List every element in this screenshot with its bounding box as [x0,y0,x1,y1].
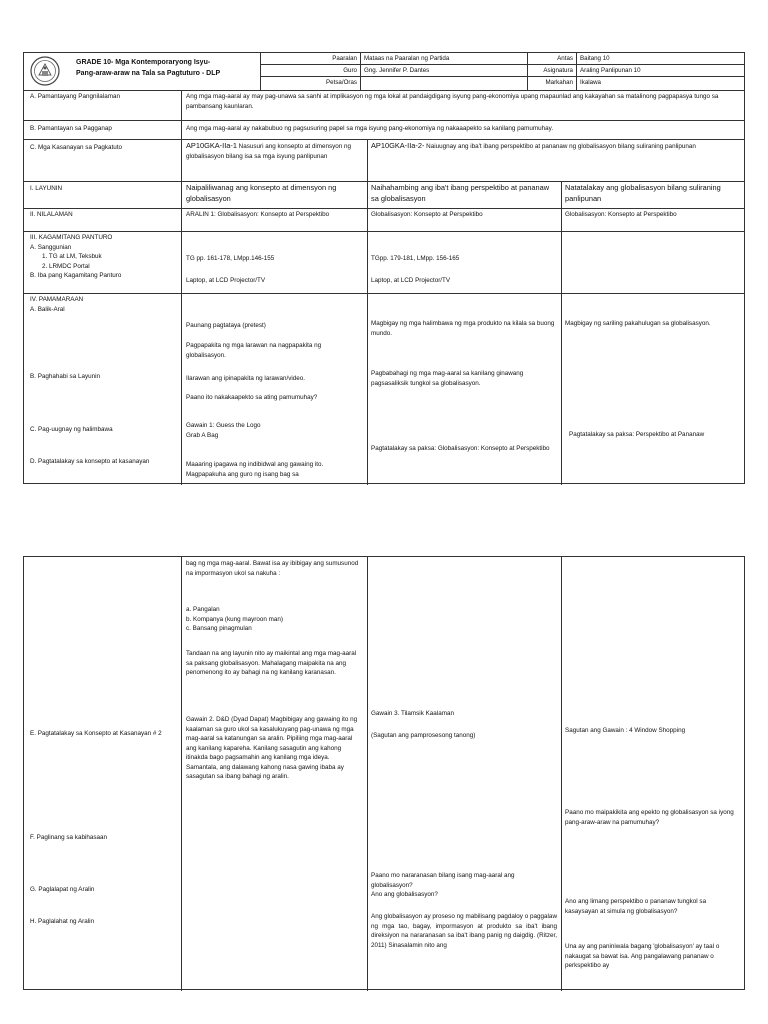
teacher-label: Guro [343,67,357,74]
resources-1-materials: Laptop, at LCD Projector/TV [186,277,266,284]
quarter-value: Ikalawa [580,79,601,86]
objective-3: Natatalakay ang globalisasyon bilang suliraning panlipunan [565,183,721,203]
lesson-plan-page-2 [23,556,745,990]
resources-2-materials: Laptop, at LCD Projector/TV [371,277,451,284]
review-activity-text: Pagpapakita ng mga larawan na nagpapakita ng globalisasyon. [186,342,322,359]
competency-2: AP10GKA-IIa-2- Naiuugnay ang iba't ibang perspektibo at pananaw ng globalisasyon bilang suliraning panlipunan [371,141,696,150]
procedure-h-label: H. Paglalahat ng Aralin [30,918,95,925]
subject-label: Asignatura [543,67,573,74]
procedure-c-label: C. Pag-uugnay ng halimbawa [30,426,113,433]
learning-resources-label: III. KAGAMITANG PANTURO A. Sanggunian 1. TG at LM, Teksbuk 2. LRMDC Portal B. Iba pang Kagamitang Panturo [30,234,122,279]
practice-question: Paano mo maipakikita ang epekto ng globalisasyon sa iyong pang-araw-araw na pamumuhay? [565,809,734,826]
globalization-definition: Ang globalisasyon ay proseso ng mabilisang pagdaloy o paggalaw ng mga tao, bagay, impormasyon at produkto sa iba't ibang direksiyon na nararanasan sa iba't ibang panig ng daigdig. (Ritzer, 2011) Sinasalamin nito ang [371,913,557,949]
quarter-label: Markahan [545,79,573,86]
objectives-label: I. LAYUNIN [30,185,63,192]
own-definition-text: Magbigay ng sariling pakahulugan sa globalisasyon. [565,320,711,327]
content-standard-text: Ang mga mag-aaral ay may pag-unawa sa sanhi at implikasyon ng mga lokal at pandaigdigang isyung pang-ekonomiya upang mapaunlad ang kakayahan sa matalinong pagpapasya tungo sa pambansang kaunlaran. [186,93,719,110]
grade-label: Antas [557,55,573,62]
resources-1-tg: TG pp. 161-178, LMpp.146-155 [186,255,275,262]
application-question: Paano mo nararanasan bilang isang mag-aaral ang globalisasyon? Ano ang globalisasyon? [371,872,515,898]
research-sharing-text: Pagbabahagi ng mga mag-aaral sa kanilang ginawang pagsasaliksik tungkol sa globalisasyon. [371,370,524,387]
procedure-e-label: E. Pagtatalakay sa Konsepto at Kasanayan # 2 [30,730,162,737]
list-item: a. Pangalan [186,606,220,613]
teacher-value: Gng. Jennifer P. Dantes [364,67,430,74]
document-title: GRADE 10- Mga Kontemporaryong Isyu- Pang-araw-araw na Tala sa Pagtuturo - DLP [76,59,221,77]
objective-2: Naihahambing ang iba't ibang perspektibo at pananaw sa globalisasyon [371,183,550,203]
motive-question-1: Ilarawan ang ipinapakita ng larawan/video. [186,375,306,382]
learning-competencies-label: C. Mga Kasanayan sa Pagkatuto [30,144,123,151]
discussion-3-text: Pagtatalakay sa paksa: Perspektibo at Pananaw [569,431,705,438]
objective-1: Naipaliliwanag ang konsepto at dimensyon ng globalisasyon [186,183,337,203]
resources-2-tg: TGpp. 179-181, LMpp. 156-165 [371,255,460,262]
content-3: Globalisasyon: Konsepto at Perspektibo [565,211,677,218]
pretest-text: Paunang pagtataya (pretest) [186,322,266,329]
perspectives-text: Una ay ang paniniwala bagang 'globalisasyon' ay taal o nakaugat sa bawat isa. Ang pangalawang pananaw o perkspektibo ay [565,943,720,969]
document-header [24,53,744,91]
procedure-b-label: B. Paghahabi sa Layunin [30,373,101,380]
examples-text: Magbigay ng mga halimbawa ng mga produkto na kilala sa buong mundo. [371,320,555,337]
info-list [186,605,362,634]
procedure-f-label: F. Paglinang sa kabihasaan [30,834,108,841]
subject-value: Araling Panlipunan 10 [580,67,641,74]
grade-value: Baitang 10 [580,55,610,62]
activity-1-text: Gawain 1: Guess the Logo Grab A Bag [186,422,261,439]
content-label: II. NILALAMAN [30,211,73,218]
lesson-plan-page-1 [23,52,745,484]
date-label: Petsa/Oras [326,79,357,86]
activity-3-title: Gawain 3. Tilamsik Kaalaman [371,710,454,717]
activity-4-text: Sagutan ang Gawain : 4 Window Shopping [565,727,686,734]
competency-1: AP10GKA-IIa-1 Nasusuri ang konsepto at dimensyon ng globalisasyon bilang isa sa mga isyung panlipunan [186,141,352,160]
deped-seal-icon [30,56,60,86]
list-item: c. Bansang pinagmulan [186,625,252,632]
content-1: ARALIN 1: Globalisasyon: Konsepto at Perspektibo [186,211,330,218]
performance-standard-label: B. Pamantayan sa Pagganap [30,125,112,132]
procedure-g-label: G. Paglalapat ng Aralin [30,886,95,893]
list-item: b. Kompanya (kung mayroon man) [186,615,283,623]
content-2: Globalisasyon: Konsepto at Perspektibo [371,211,483,218]
activity-3-instruction: (Sagutan ang pamprosesong tanong) [371,732,476,739]
date-value [361,77,527,88]
grab-a-bag-instructions: bag ng mga mag-aaral. Bawat isa ay ibibigay ang sumusunod na impormasyon ukol sa nakuha : [186,560,359,577]
procedure-label: IV. PAMAMARAAN A. Balik-Aral [30,296,84,313]
performance-standard-text: Ang mga mag-aaral ay nakabubuo ng pagsusuring papel sa mga isyung pang-ekonomiya ng nakaaapekto sa kanilang pamumuhay. [186,125,554,132]
school-value: Mataas na Paaralan ng Partida [364,55,450,62]
discussion-1-text: Maaaring ipagawa ng indibidwal ang gawaing ito. Magpapakuha ang guro ng isang bag sa [186,461,324,478]
procedure-d-label: D. Pagtatalakay sa konsepto at kasanayan [30,458,150,465]
motive-question-2: Paano ito nakakaapekto sa ating pamumuhay? [186,394,318,401]
content-standard-label: A. Pamantayang Pangnilalaman [30,93,120,100]
activity-2-text: Gawain 2. D&D (Dyad Dapat) Magbibigay ang gawaing ito ng kaalaman sa guro ukol sa kasalukuyang pag-unawa ng mga mag-aaral sa katanungan sa aralin. Pipiliing mga mag-aaral ang kanilang kapareha. Kanilang sasagutin ang kahong itinakda bago pagsamahin ang kanilang mga ideya. Samantala, ang dalawang kahong nasa gawing ibaba ay sasagutan sa ibang bahagi ng aralin. [186,716,358,780]
discussion-2-text: Pagtatalakay sa paksa: Globalisasyon: Konsepto at Perspektibo [371,445,550,452]
school-label: Paaralan [332,55,357,62]
perspectives-question: Ano ang limang perspektibo o pananaw tungkol sa kasaysayan at simula ng globalisasyon? [565,898,707,915]
reminder-text: Tandaan na ang layunin nito ay maikintal ang mga mag-aaral sa paksang globalisasyon. Mahalagang maipakita na ang penomenong ito ay bahagi na ng kanilang karanasan. [186,650,357,676]
